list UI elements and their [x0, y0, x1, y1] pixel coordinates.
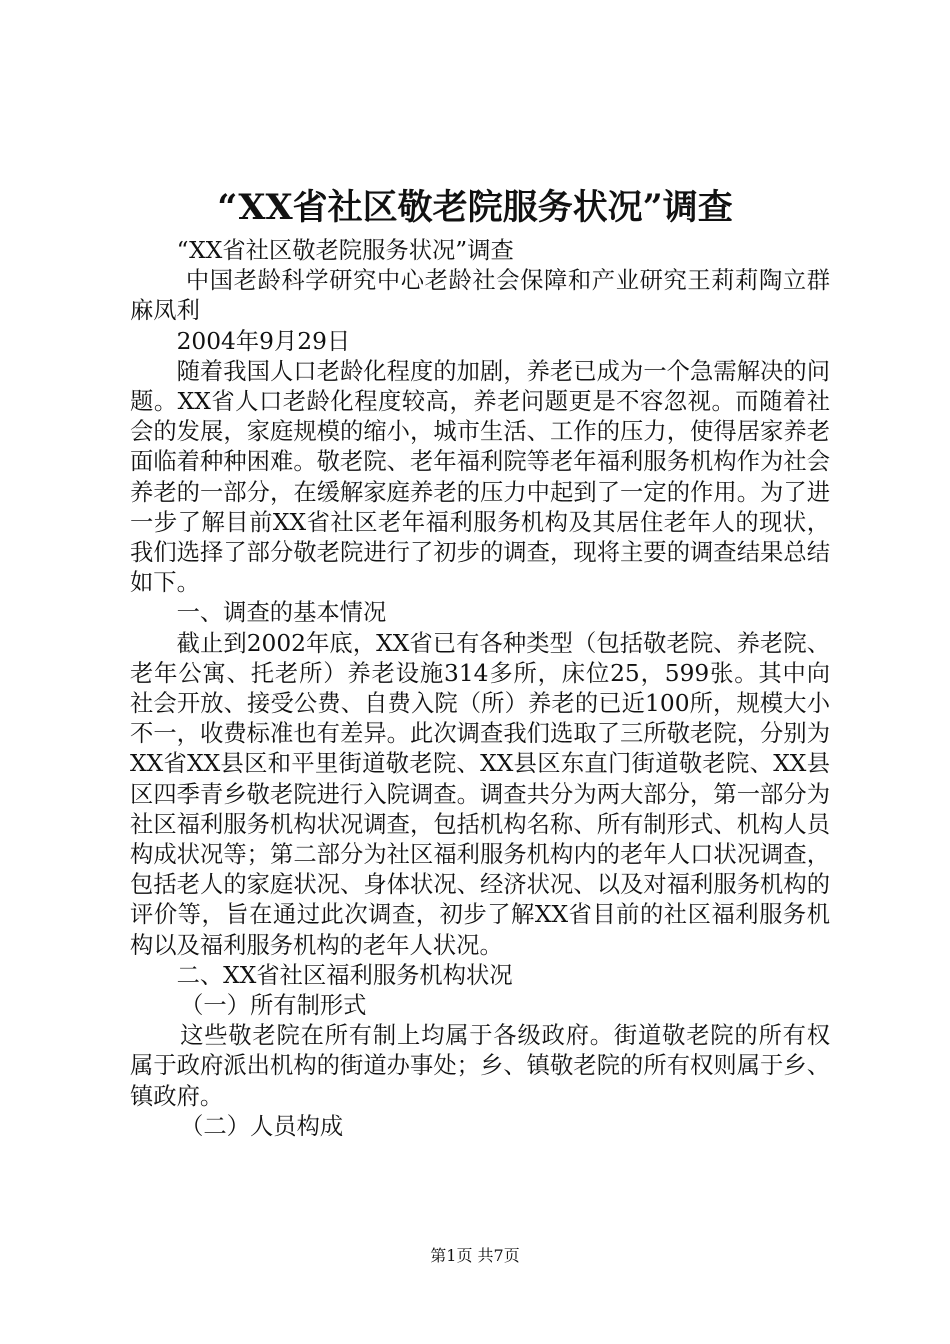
intro-paragraph: 随着我国人口老龄化程度的加剧，养老已成为一个急需解决的问题。XX省人口老龄化程度较高，养老问题更是不容忽视。而随着社会的发展，家庭规模的缩小，城市生活、工作的压力，使得居家养老面临着种种困难。敬老院、老年福利院等老年福利服务机构作为社会养老的一部分，在缓解家庭养老的压力中起到了一定的作用。为了进一步了解目前XX省社区老年福利服务机构及其居住老年人的现状，我们选择了部分敬老院进行了初步的调查，现将主要的调查结果总结如下。 — [130, 357, 830, 597]
date-paragraph: 2004年9月29日 — [176, 327, 351, 355]
author-paragraph: 中国老龄科学研究中心老龄社会保障和产业研究王莉莉陶立群麻凤利 — [130, 267, 830, 325]
survey-paragraph: 截止到2002年底，XX省已有各种类型（包括敬老院、养老院、老年公寓、托老所）养老设施314多所，床位25，599张。其中向社会开放、接受公费、自费入院（所）养老的已近100所，规模大小不一，收费标准也有差异。此次调查我们选取了三所敬老院，分别为XX省XX县区和平里街道敬老院、XX县区东直门街道敬老院、XX县区四季青乡敬老院进行入院调查。调查共分为两大部分，第一部分为社区福利服务机构状况调查，包括机构名称、所有制形式、机构人员构成状况等；第二部分为社区福利服务机构内的老年人口状况调查，包括老人的家庭状况、身体状况、经济状况、以及对福利服务机构的评价等，旨在通过此次调查，初步了解XX省目前的社区福利服务机构以及福利服务机构的老年人状况。 — [130, 629, 830, 959]
document-title: “XX省社区敬老院服务状况”调查 — [217, 187, 733, 228]
section-heading-1: 一、调查的基本情况 — [176, 599, 387, 627]
document-body — [130, 236, 830, 1142]
subtitle-paragraph: “XX省社区敬老院服务状况”调查 — [176, 237, 514, 264]
subsection-heading-2: （二）人员构成 — [180, 1112, 344, 1140]
section-heading-2: 二、XX省社区福利服务机构状况 — [176, 961, 513, 989]
ownership-paragraph: 这些敬老院在所有制上均属于各级政府。街道敬老院的所有权属于政府派出机构的街道办事处；乡、镇敬老院的所有权则属于乡、镇政府。 — [130, 1022, 830, 1110]
page-footer: 第1页 共7页 — [430, 1246, 520, 1265]
subsection-heading-1: （一）所有制形式 — [180, 992, 367, 1020]
